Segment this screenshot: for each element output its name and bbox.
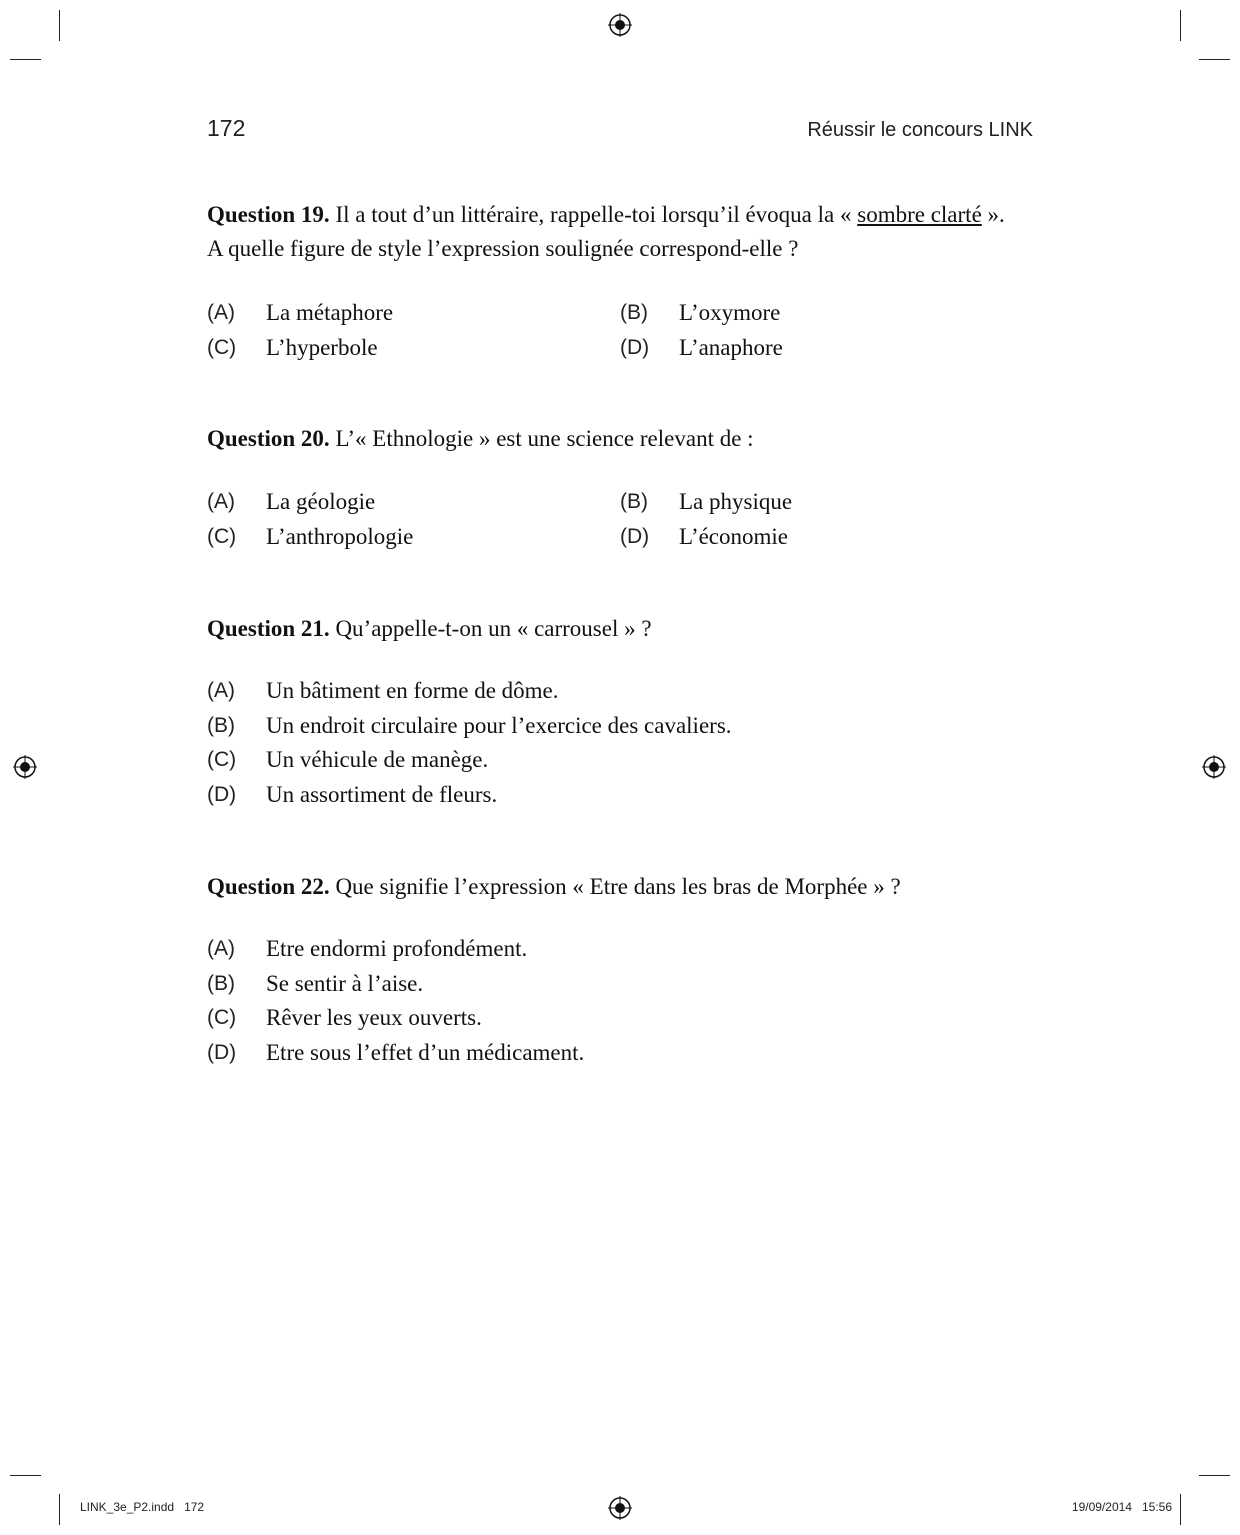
option-text: Un assortiment de fleurs. — [266, 782, 498, 807]
running-header-title: Réussir le concours LINK — [807, 119, 1033, 141]
option-text: La géologie — [266, 489, 376, 514]
question-text: A quelle figure de style l’expression soulignée correspond-elle ? — [207, 236, 799, 261]
registration-mark-icon — [13, 755, 37, 779]
crop-mark — [59, 10, 60, 41]
option-text: La métaphore — [266, 300, 394, 325]
question-text: ». — [981, 202, 1005, 227]
option-text: L’anaphore — [679, 335, 783, 360]
crop-mark — [1199, 59, 1230, 60]
option-letter: (C) — [207, 525, 237, 548]
question-label: Question 19. — [207, 202, 330, 227]
option-letter: (A) — [207, 679, 235, 702]
option-text: Rêver les yeux ouverts. — [266, 1005, 482, 1030]
option-text: Se sentir à l’aise. — [266, 971, 424, 996]
registration-mark-icon — [608, 1496, 632, 1520]
option-text: Etre endormi profondément. — [266, 936, 528, 961]
page-number: 172 — [207, 115, 246, 141]
option-letter: (C) — [207, 748, 237, 771]
option-letter: (A) — [207, 490, 235, 513]
option-text: Un bâtiment en forme de dôme. — [266, 678, 559, 703]
question-text: Que signifie l’expression « Etre dans les bras de Morphée » ? — [329, 874, 901, 899]
crop-mark — [10, 59, 41, 60]
option-letter: (A) — [207, 301, 235, 324]
question-label: Question 20. — [207, 426, 330, 451]
crop-mark — [1180, 1494, 1181, 1525]
crop-mark — [1199, 1475, 1230, 1476]
registration-mark-icon — [1202, 755, 1226, 779]
crop-mark — [10, 1475, 41, 1476]
question-text: Qu’appelle-t-on un « carrousel » ? — [329, 616, 652, 641]
option-letter: (B) — [207, 714, 235, 737]
option-letter: (C) — [207, 336, 237, 359]
option-text: Etre sous l’effet d’un médicament. — [266, 1040, 585, 1065]
option-letter: (C) — [207, 1006, 237, 1029]
question-22 — [207, 870, 1037, 904]
option-text: Un véhicule de manège. — [266, 747, 489, 772]
crop-mark — [1180, 10, 1181, 41]
option-letter: (A) — [207, 937, 235, 960]
option-letter: (D) — [620, 525, 650, 548]
option-letter: (B) — [207, 972, 235, 995]
option-letter: (D) — [620, 336, 650, 359]
footer-file-info: LINK_3e_P2.indd 172 — [80, 1500, 205, 1514]
option-text: L’oxymore — [679, 300, 781, 325]
option-letter: (D) — [207, 1041, 237, 1064]
question-20 — [207, 422, 1037, 456]
option-text: L’anthropologie — [266, 524, 414, 549]
question-text: Il a tout d’un littéraire, rappelle-toi lorsqu’il évoqua la « — [329, 202, 858, 227]
question-19 — [207, 198, 1037, 266]
crop-mark — [59, 1494, 60, 1525]
question-label: Question 21. — [207, 616, 330, 641]
option-text: L’économie — [679, 524, 789, 549]
question-label: Question 22. — [207, 874, 330, 899]
registration-mark-icon — [608, 13, 632, 37]
option-letter: (B) — [620, 301, 648, 324]
option-text: Un endroit circulaire pour l’exercice des cavaliers. — [266, 713, 732, 738]
underlined-expression: sombre clarté — [857, 202, 982, 227]
option-text: L’hyperbole — [266, 335, 378, 360]
option-letter: (D) — [207, 783, 237, 806]
option-letter: (B) — [620, 490, 648, 513]
question-text: L’« Ethnologie » est une science relevant de : — [329, 426, 754, 451]
footer-date: 19/09/2014 15:56 — [1071, 1500, 1172, 1514]
question-21 — [207, 612, 1037, 646]
option-text: La physique — [679, 489, 793, 514]
